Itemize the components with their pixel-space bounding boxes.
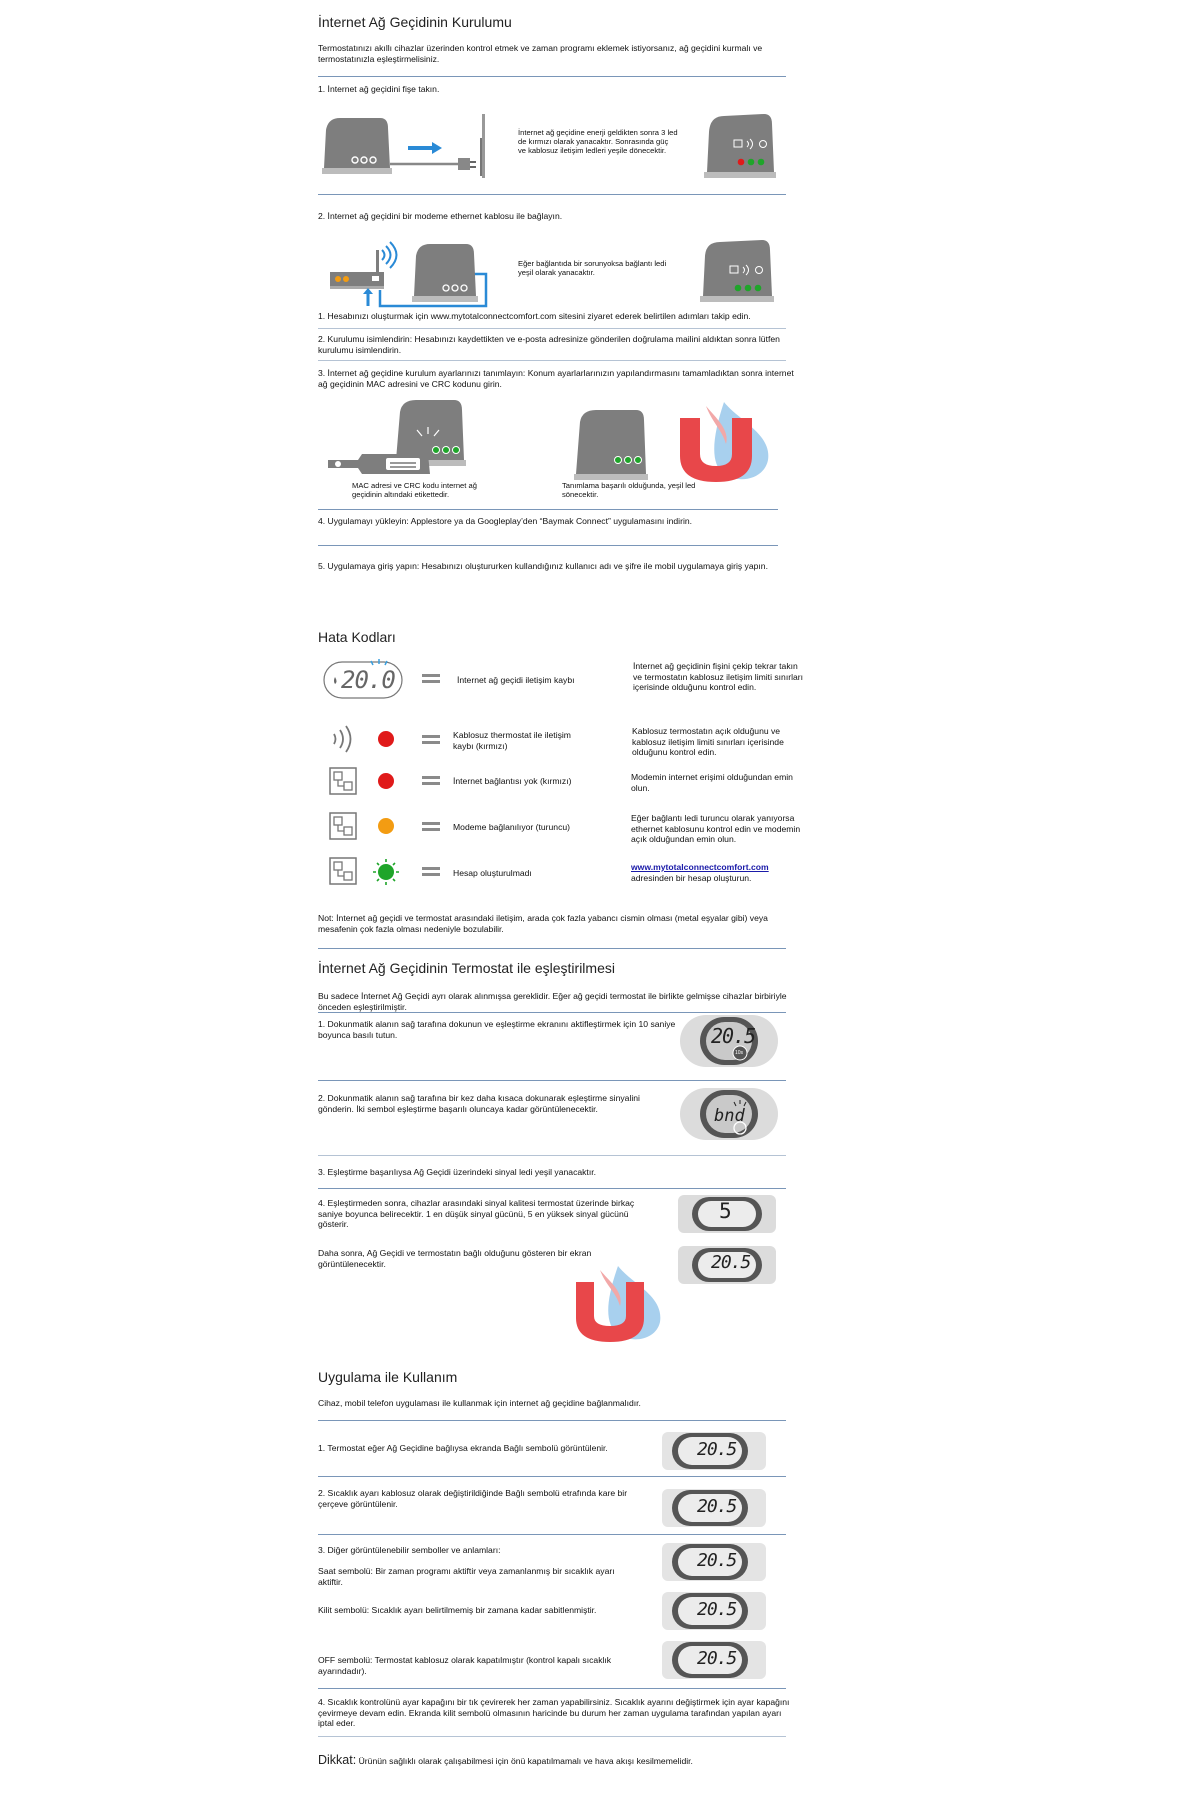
equals-sign [422,735,440,744]
lcd-reading: 20.5 [711,1252,751,1273]
internet-icon [329,767,357,795]
pairing-step-4: 4. Eşleştirmeden sonra, cihazlar arasındaki sinyal kalitesi termostat üzerinde birkaç saniye boyunca belirecektir. 1 en düşük sinyal gücünü, 5 en yüksek sinyal gücünü gösterir. [318,1198,635,1229]
divider [318,1080,786,1081]
lcd-reading: bnd [714,1106,745,1126]
status-led-red [378,731,394,747]
setup-step-1: 1. İnternet ağ geçidini fişe takın. [318,84,440,94]
usage-step-4: 4. Sıcaklık kontrolünü ayar kapağını bir tık çevirerek her zaman yapabilirsiniz. Sıcaklık ayarını değiştirmek için ayar kapağını çevirmeye devam edin. Ekranda kilit sembolü olmasının haricinde bu durum her zaman uygulama tarafından yapılan ayarı iptal eder. [318,1697,790,1728]
errors-title: Hata Kodları [318,629,396,645]
usage-off-symbol: OFF sembolü: Termostat kablosuz olarak kapatılmıştır (kontrol kapalı sıcaklık ayarındadır). [318,1655,612,1676]
internet-icon [329,812,357,840]
usage-title: Uygulama ile Kullanım [318,1369,458,1385]
divider [318,1688,786,1689]
pairing-step-3: 3. Eşleştirme başarılıysa Ağ Geçidi üzerindeki sinyal ledi yeşil yanacaktır. [318,1167,596,1177]
divider [318,1155,786,1156]
divider [318,1476,786,1477]
account-step-5: 5. Uygulamaya giriş yapın: Hesabınızı oluştururken kullandığınız kullanıcı adı ve şifre ile mobil uygulamaya giriş yapın. [318,561,768,571]
error-5-help [631,862,811,883]
usage-step-3: 3. Diğer görüntülenebilir semboller ve anlamları: [318,1545,501,1555]
status-led-red [378,773,394,789]
lcd-badge: 10s [735,1050,744,1056]
account-link[interactable]: www.mytotalconnectcomfort.com [631,862,769,872]
lcd-reading: 20.0 [341,666,395,694]
error-4-help: Eğer bağlantı ledi turuncu olarak yanıyorsa ethernet kablosunu kontrol edin ve modemin açık olduğundan emin olun. [631,813,801,844]
step-2-note: Eğer bağlantıda bir sorunyoksa bağlantı ledi yeşil olarak yanacaktır. [518,259,667,278]
lcd-reading: 5 [719,1199,732,1223]
pairing-title: İnternet Ağ Geçidinin Termostat ile eşleştirilmesi [318,960,615,976]
error-3-label: İnternet bağlantısı yok (kırmızı) [453,776,572,786]
divider [318,1420,786,1421]
equals-sign [422,822,440,831]
error-5-help-text: adresinden bir hesap oluşturun. [631,872,752,883]
mac-caption: MAC adresi ve CRC kodu internet ağ geçidinin altındaki etikettedir. [352,481,477,500]
step-1-note: İnternet ağ geçidine enerji geldikten sonra 3 led de kırmızı olarak yanacaktır. Sonrasında güç ve kablosuz iletişim ledleri yeşile dönecektir. [518,128,678,156]
lcd-reading: 20.5 [697,1496,737,1517]
error-2-help: Kablosuz termostatın açık olduğunu ve kablosuz iletişim limiti sınırları içerisinde olduğunu kontrol edin. [632,726,784,757]
divider [318,76,786,77]
brand-logo [676,400,788,482]
divider [318,360,786,361]
equals-sign [422,776,440,785]
setup-title: İnternet Ağ Geçidinin Kurulumu [318,14,512,30]
usage-warning [318,1755,798,1767]
lcd-reading: 20.5 [697,1550,737,1571]
status-led-orange [378,818,394,834]
usage-step-2: 2. Sıcaklık ayarı kablosuz olarak değiştirildiğinde Bağlı sembolü etrafında kare bir çerçeve görüntülenir. [318,1488,628,1509]
error-1-help: İnternet ağ geçidinin fişini çekip tekrar takın ve termostatın kablosuz iletişim limiti sınırları içerisinde olduğunu kontrol edin. [633,661,804,692]
divider [318,948,786,949]
setup-intro: Termostatınızı akıllı cihazlar üzerinden kontrol etmek ve zaman programı eklemek istiyorsanız, ağ geçidini kurmalı ve termostatınızla eşleştirmelisiniz. [318,43,763,64]
wireless-icon [330,724,358,754]
pairing-step-1: 1. Dokunmatik alanın sağ tarafına dokunun ve eşleştirme ekranını aktifleştirmek için 10 saniye boyunca basılı tutun. [318,1019,676,1040]
lcd-reading: 20.5 [697,1648,737,1669]
divider [318,509,778,510]
pairing-step-2: 2. Dokunmatik alanın sağ tarafına bir kez daha kısaca dokunarak eşleştirme sinyalini gönderin. İki sembol eşleştirme başarılı oluncaya kadar görüntülenecektir. [318,1093,640,1114]
divider [318,328,786,329]
usage-lock-symbol: Kilit sembolü: Sıcaklık ayarı belirtilmemiş bir zamana kadar sabitlenmiştir. [318,1605,597,1615]
account-step-1: 1. Hesabınızı oluşturmak için www.mytotalconnectcomfort.com sitesini ziyaret ederek belirtilen adımları takip edin. [318,311,751,321]
usage-intro: Cihaz, mobil telefon uygulaması ile kullanmak için internet ağ geçidine bağlanmalıdır. [318,1398,641,1408]
errors-note: Not: İnternet ağ geçidi ve termostat arasındaki iletişim, arada çok fazla yabancı cismin olması (metal eşyalar gibi) veya mesafenin çok fazla olması nedeniyle bozulabilir. [318,913,768,934]
lcd-reading: 20.5 [697,1439,737,1460]
equals-sign [422,867,440,876]
error-1-label: İnternet ağ geçidi iletişim kaybı [457,675,575,685]
pairing-intro: Bu sadece İnternet Ağ Geçidi ayrı olarak alınmışsa gereklidir. Eğer ağ geçidi termostat ile birlikte gelmişse cihazlar birbiriyle önceden eşleştirilmiştir. [318,991,787,1012]
divider [318,1188,786,1189]
divider [318,1534,786,1535]
error-5-label: Hesap oluşturulmadı [453,868,532,878]
divider [318,194,786,195]
account-step-4: 4. Uygulamayı yükleyin: Applestore ya da Googleplay’den “Baymak Connect” uygulamasını indirin. [318,516,693,526]
divider [318,1736,786,1737]
ok-caption: Tanımlama başarılı olduğunda, yeşil led sönecektir. [562,481,696,500]
setup-step-2: 2. İnternet ağ geçidini bir modeme ethernet kablosu ile bağlayın. [318,211,563,221]
error-4-label: Modeme bağlanılıyor (turuncu) [453,822,571,832]
lcd-reading: 20.5 [697,1599,737,1620]
error-3-help: Modemin internet erişimi olduğundan emin olun. [631,772,793,793]
account-step-2: 2. Kurulumu isimlendirin: Hesabınızı kaydettikten ve e-posta adresinize gönderilen doğrulama mailini aldıktan sonra lütfen kurulumu isimlendirin. [318,334,780,355]
status-led-green-blinking [372,858,400,886]
equals-sign [422,674,440,683]
usage-step-1: 1. Termostat eğer Ağ Geçidine bağlıysa ekranda Bağlı sembolü görüntülenir. [318,1443,608,1453]
pairing-step-5: Daha sonra, Ağ Geçidi ve termostatın bağlı olduğunu gösteren bir ekran görüntülenecektir. [318,1248,592,1269]
warning-text: Ürünün sağlıklı olarak çalışabilmesi için önü kapatılmamalı ve hava akışı kesilmemelidir. [358,1756,693,1766]
warning-label: Dikkat: [318,1753,357,1767]
account-step-3: 3. İnternet ağ geçidine kurulum ayarlarınızı tanımlayın: Konum ayarlarlarınızın yapılandırmasını tamamladıktan sonra internet ağ geçidinin MAC adresini ve CRC kodunu girin. [318,368,794,389]
internet-icon [329,857,357,885]
error-2-label: Kablosuz thermostat ile iletişim kaybı (kırmızı) [453,730,571,751]
brand-logo [572,1264,678,1342]
divider [318,545,778,546]
lcd-reading: 20.5 [711,1024,756,1048]
usage-clock-symbol: Saat sembolü: Bir zaman programı aktiftir veya zamanlanmış bir sıcaklık ayarı aktiftir. [318,1566,615,1587]
